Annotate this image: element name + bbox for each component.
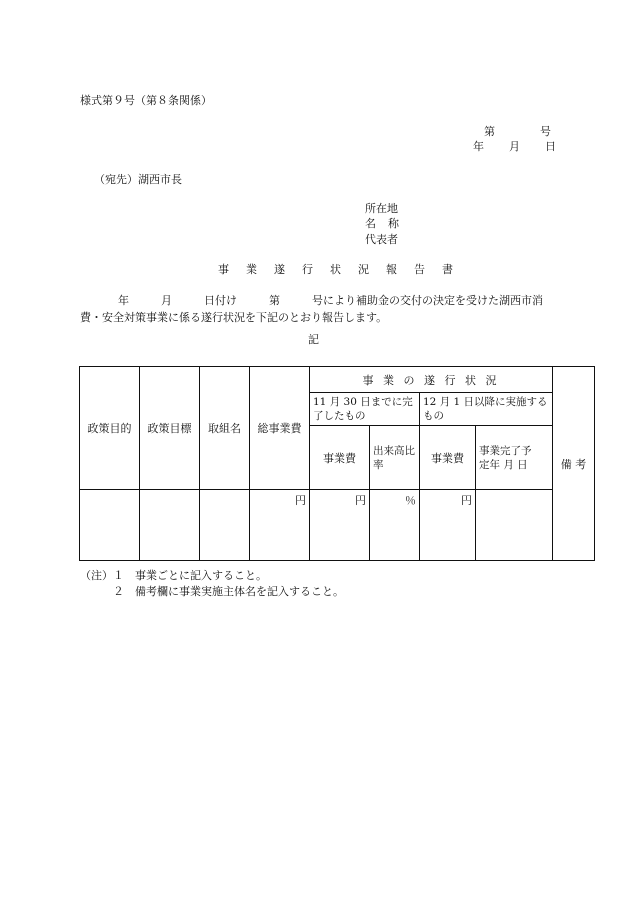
- note-2: ２ 備考欄に事業実施主体名を記入すること。: [113, 585, 344, 598]
- number-prefix: 第: [484, 125, 495, 138]
- header-completion-rate: 出来高比 率: [370, 426, 420, 490]
- title-char: 況: [358, 263, 370, 276]
- cell-initiative-name: [200, 490, 250, 561]
- title-char: 事: [218, 263, 230, 276]
- name-label-2: 称: [388, 217, 399, 230]
- body-month: 月: [161, 294, 172, 307]
- cell-total-cost: 円: [250, 490, 310, 561]
- header-progress-status: 事 業 の 遂 行 状 況: [310, 367, 553, 393]
- cell-policy-goal: [80, 490, 140, 561]
- header-policy-target: 政策目標: [140, 367, 200, 490]
- header-remarks: 備 考: [553, 367, 595, 561]
- body-line1-rest: 号により補助金の交付の決定を受けた湖西市消: [312, 294, 543, 307]
- header-planned-from-dec1: 12 月 1 日以降に実施するもの: [420, 393, 553, 426]
- cell-cost-planned: 円: [420, 490, 476, 561]
- header-initiative-name: 取組名: [200, 367, 250, 490]
- document-date-line: [473, 141, 556, 152]
- header-completed-by-nov30: 11 月 30 日までに完了したもの: [310, 393, 420, 426]
- title-char: 業: [246, 263, 258, 276]
- title-char: 告: [414, 263, 426, 276]
- header-policy-goal: 政策目的: [80, 367, 140, 490]
- title-char: 状: [330, 263, 342, 276]
- cell-completion-rate: ％: [370, 490, 420, 561]
- cell-completion-date: [476, 490, 553, 561]
- body-number-prefix: 第: [269, 294, 280, 307]
- applicant-address-label: 所在地: [365, 202, 398, 215]
- ki-marker: 記: [308, 333, 319, 346]
- title-char: 報: [386, 263, 398, 276]
- title-char: 書: [442, 263, 454, 276]
- date-year: 年: [473, 140, 484, 153]
- number-suffix: 号: [540, 125, 551, 138]
- document-number-line: [484, 126, 551, 137]
- header-cost-completed: 事業費: [310, 426, 370, 490]
- name-label-1: 名: [365, 217, 376, 230]
- date-day: 日: [545, 140, 556, 153]
- body-paragraph: [80, 292, 550, 326]
- form-number: 様式第９号（第８条関係）: [80, 94, 212, 107]
- cell-cost-completed: 円: [310, 490, 370, 561]
- applicant-representative-label: 代表者: [365, 233, 398, 246]
- header-cost-planned: 事業費: [420, 426, 476, 490]
- cell-policy-target: [140, 490, 200, 561]
- date-month: 月: [509, 140, 520, 153]
- addressee: （宛先）湖西市長: [94, 173, 182, 186]
- title-char: 行: [302, 263, 314, 276]
- body-dated: 日付け: [204, 294, 237, 307]
- header-completion-date: 事業完了予 定年 月 日: [476, 426, 553, 490]
- progress-report-table: [79, 366, 595, 561]
- note-1: （注）１ 事業ごとに記入すること。: [80, 569, 267, 582]
- applicant-name-label: [365, 218, 399, 229]
- body-line2: 費・安全対策事業に係る遂行状況を下記のとおり報告します。: [80, 311, 388, 324]
- body-year: 年: [118, 294, 129, 307]
- document-title: [218, 264, 470, 275]
- header-total-cost: 総事業費: [250, 367, 310, 490]
- title-char: 遂: [274, 263, 286, 276]
